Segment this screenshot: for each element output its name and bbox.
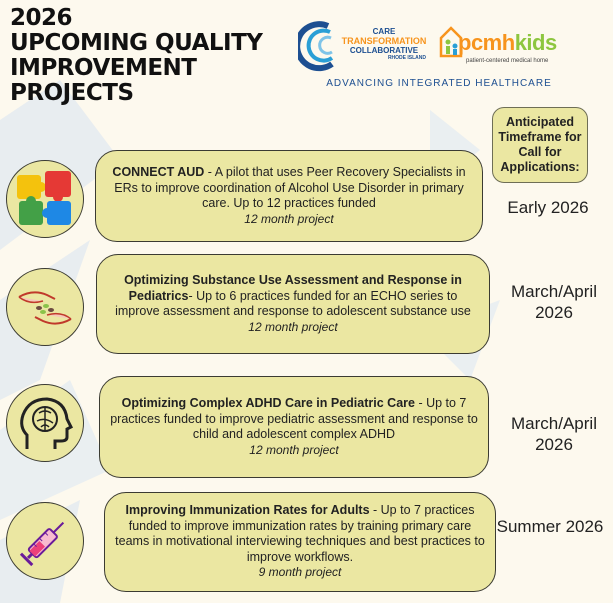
title-line-2: UPCOMING QUALITY	[10, 30, 263, 56]
project-3-icon-circle	[6, 384, 84, 462]
ctc-logo-transformation: TRANSFORMATION	[341, 36, 427, 46]
project-1-timeframe: Early 2026	[507, 198, 589, 217]
project-3-desc: - Up to 7 practices funded to improve pediatric assessment and response to child and adolescent complex ADHD	[110, 396, 478, 441]
project-card-2	[96, 254, 490, 354]
brain-head-icon	[13, 391, 77, 455]
project-4-timeframe: Summer 2026	[496, 517, 604, 536]
project-2-icon-circle	[6, 268, 84, 346]
title-line-3: IMPROVEMENT	[10, 55, 197, 81]
project-3-duration: 12 month project	[249, 442, 339, 457]
project-2-title: Optimizing Substance Use Assessment and Response in Pediatrics	[124, 273, 462, 303]
project-4-duration: 9 month project	[258, 565, 342, 580]
project-1-desc: - A pilot that uses Peer Recovery Specialists in ERs to improve coordination of Alcohol Use Disorder in primary care. Up to 12 practices funded	[114, 165, 466, 210]
pcmh-kids-logo	[438, 22, 578, 72]
ctc-logo	[298, 20, 428, 72]
hands-pills-icon	[13, 275, 77, 339]
project-3-text	[110, 396, 478, 443]
project-3-timeframe: March/April 2026	[511, 414, 597, 454]
page-title	[10, 6, 310, 106]
syringe-icon	[13, 509, 77, 573]
project-4-text	[115, 503, 485, 565]
project-1-title: CONNECT AUD	[112, 165, 205, 179]
project-1-duration: 12 month project	[244, 211, 334, 226]
project-4-icon-circle	[6, 502, 84, 580]
pcmh-subtitle: patient-centered medical home	[466, 58, 549, 64]
ctc-logo-state: RHODE ISLAND	[387, 55, 426, 61]
project-1-text	[106, 165, 472, 212]
pcmh-word: pcmh	[458, 30, 515, 55]
project-card-1	[95, 150, 483, 242]
project-4-title: Improving Immunization Rates for Adults	[125, 503, 370, 518]
project-card-3	[99, 376, 489, 478]
kids-word: kids	[514, 30, 557, 55]
timeframe-header: Anticipated Timeframe for Call for Applications:	[492, 107, 588, 183]
title-line-year: 2026	[10, 5, 73, 31]
project-2-duration: 12 month project	[248, 319, 338, 334]
project-card-4	[104, 492, 496, 592]
tagline: ADVANCING INTEGRATED HEALTHCARE	[326, 78, 552, 89]
title-line-4: PROJECTS	[10, 80, 134, 106]
project-2-timeframe: March/April 2026	[511, 282, 597, 322]
puzzle-icon	[13, 167, 77, 231]
project-2-text	[107, 273, 479, 320]
project-3-title: Optimizing Complex ADHD Care in Pediatric Care	[121, 396, 415, 410]
project-1-icon-circle	[6, 160, 84, 238]
ctc-logo-collaborative: COLLABORATIVE	[349, 46, 419, 55]
pcmh-wordmark	[458, 30, 557, 56]
ctc-logo-care: CARE	[372, 27, 396, 36]
project-2-desc: - Up to 6 practices funded for an ECHO series to improve assessment and response to adolescent substance use	[115, 288, 471, 318]
project-4-desc: - Up to 7 practices funded to improve immunization rates by training primary care teams in motivational interviewing techniques and best practices to improve workflows.	[115, 503, 485, 564]
